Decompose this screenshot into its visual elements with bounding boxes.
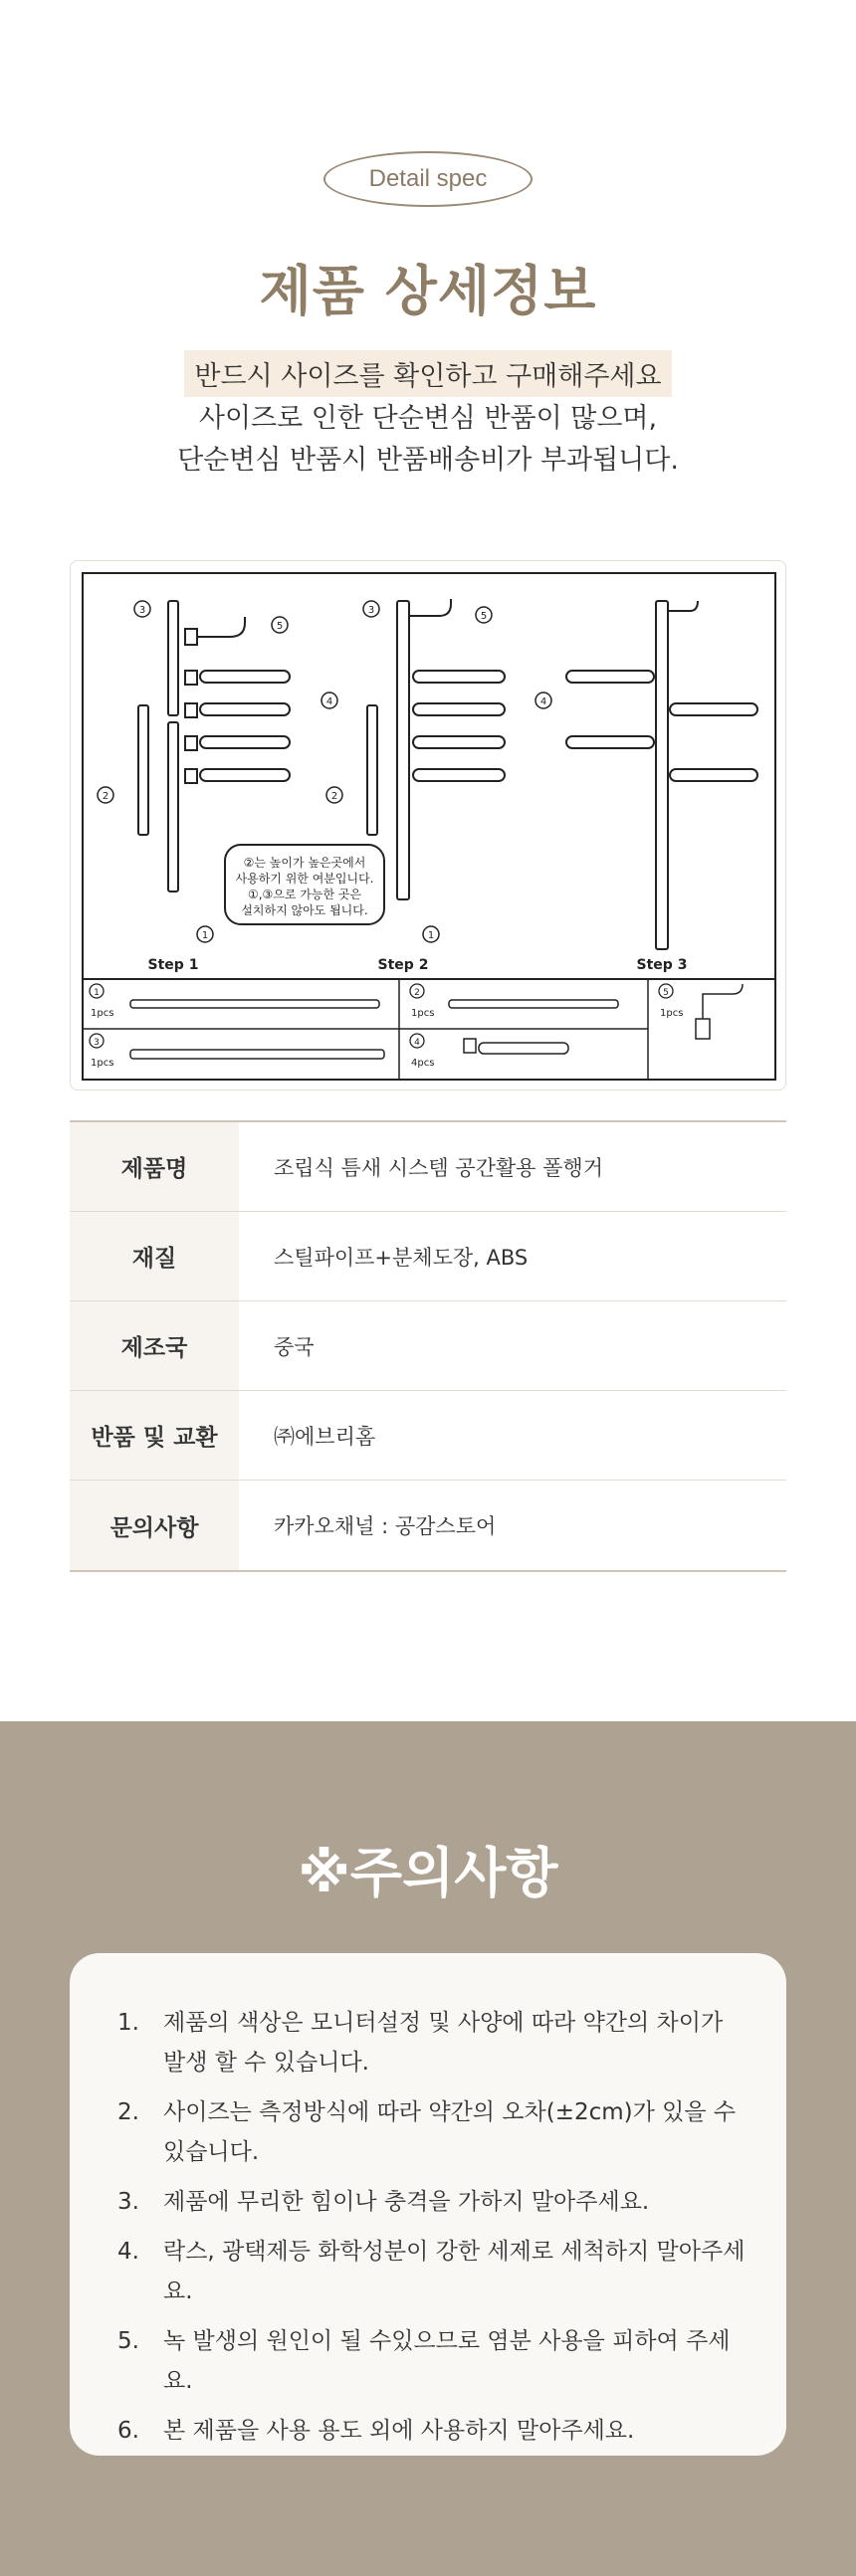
- svg-text:5: 5: [663, 988, 669, 998]
- spec-row: [70, 1212, 786, 1301]
- detail-spec-badge: Detail spec: [323, 151, 533, 207]
- caution-text: 락스, 광택제등 화학성분이 강한 세제로 세척하지 말아주세요.: [163, 2239, 746, 2304]
- size-notice-highlight: 반드시 사이즈를 확인하고 구매해주세요: [184, 350, 671, 397]
- part-1-qty: 1pcs: [91, 1008, 114, 1019]
- svg-text:3: 3: [367, 605, 375, 616]
- caution-number: 3.: [117, 2189, 139, 2215]
- caution-number: 6.: [117, 2418, 139, 2444]
- callout-line-3: ①,③으로 가능한 곳은: [247, 888, 362, 901]
- svg-text:5: 5: [276, 621, 284, 632]
- step-2-label: Step 2: [377, 957, 429, 973]
- step-3-label: Step 3: [636, 957, 688, 973]
- spec-key: 제품명: [70, 1122, 239, 1211]
- part-3-qty: 1pcs: [91, 1058, 114, 1069]
- spec-row: [70, 1391, 786, 1481]
- assembly-diagram: [81, 571, 777, 1082]
- caution-item: [117, 2411, 747, 2451]
- spec-row: [70, 1481, 786, 1570]
- highlight-wrap: [0, 350, 856, 397]
- part-4-qty: 4pcs: [411, 1058, 435, 1069]
- step-1-label: Step 1: [147, 957, 199, 973]
- spec-key: 재질: [70, 1212, 239, 1300]
- caution-number: 4.: [117, 2239, 139, 2265]
- spec-row: [70, 1122, 786, 1212]
- caution-text: 제품의 색상은 모니터설정 및 사양에 따라 약간의 차이가 발생 할 수 있습니다.: [163, 2010, 724, 2076]
- callout-line-4: 설치하지 않아도 됩니다.: [241, 903, 368, 917]
- svg-text:5: 5: [480, 611, 488, 622]
- svg-text:4: 4: [325, 696, 333, 707]
- svg-text:4: 4: [414, 1038, 420, 1048]
- svg-text:1: 1: [427, 930, 435, 941]
- spec-value: 중국: [274, 1334, 315, 1359]
- svg-text:2: 2: [102, 791, 109, 802]
- svg-text:4: 4: [539, 696, 547, 707]
- caution-title: ※주의사항: [298, 1842, 558, 1904]
- part-5-qty: 1pcs: [660, 1008, 684, 1019]
- callout-line-1: ②는 높이가 높은곳에서: [243, 856, 366, 870]
- caution-number: 2.: [117, 2099, 139, 2125]
- caution-text: 본 제품을 사용 용도 외에 사용하지 말아주세요.: [163, 2418, 635, 2444]
- caution-text: 녹 발생의 원인이 될 수있으므로 염분 사용을 피하여 주세요.: [163, 2328, 731, 2394]
- spec-row: [70, 1301, 786, 1391]
- caution-item: [117, 2092, 747, 2172]
- callout-line-2: 사용하기 위한 여분입니다.: [235, 872, 374, 886]
- svg-text:1: 1: [201, 930, 209, 941]
- spec-value: ㈜에브리홈: [274, 1424, 376, 1449]
- return-notice: [0, 398, 856, 482]
- svg-text:3: 3: [94, 1038, 100, 1048]
- svg-text:2: 2: [330, 791, 338, 802]
- part-2-qty: 1pcs: [411, 1008, 435, 1019]
- spec-table: [70, 1120, 786, 1572]
- caution-number: 5.: [117, 2328, 139, 2354]
- spec-value: 스틸파이프+분체도장, ABS: [274, 1245, 529, 1270]
- svg-text:3: 3: [138, 605, 146, 616]
- spec-key: 제조국: [70, 1301, 239, 1390]
- assembly-diagram-card: [70, 560, 786, 1090]
- caution-item: [117, 2321, 747, 2401]
- caution-section: [0, 1721, 856, 2576]
- spec-value: 조립식 틈새 시스템 공간활용 폴행거: [274, 1155, 603, 1180]
- return-notice-line-2: 단순변심 반품시 반품배송비가 부과됩니다.: [177, 445, 679, 476]
- spec-value: 카카오채널 : 공감스토어: [274, 1514, 497, 1538]
- spec-key: 반품 및 교환: [70, 1391, 239, 1480]
- svg-text:1: 1: [94, 988, 100, 998]
- caution-text: 사이즈는 측정방식에 따라 약간의 오차(±2cm)가 있을 수 있습니다.: [163, 2099, 737, 2165]
- caution-number: 1.: [117, 2010, 139, 2036]
- caution-card: [70, 1953, 786, 2456]
- return-notice-line-1: 사이즈로 인한 단순변심 반품이 많으며,: [198, 403, 658, 434]
- caution-item: [117, 2003, 747, 2082]
- page-title: 제품 상세정보: [259, 260, 597, 322]
- caution-item: [117, 2232, 747, 2311]
- spec-key: 문의사항: [70, 1481, 239, 1570]
- caution-item: [117, 2182, 747, 2222]
- caution-text: 제품에 무리한 힘이나 충격을 가하지 말아주세요.: [163, 2189, 650, 2215]
- svg-text:2: 2: [414, 988, 420, 998]
